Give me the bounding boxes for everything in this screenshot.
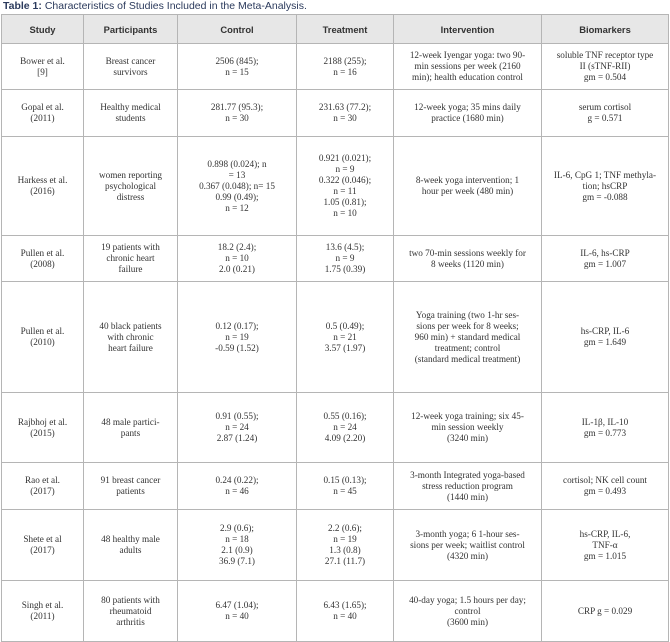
cell-control: 0.12 (0.17); n = 19 -0.59 (1.52) xyxy=(178,282,297,393)
cell-participants: 91 breast cancer patients xyxy=(84,463,178,510)
cell-biomarkers: hs-CRP, IL-6, TNF-α gm = 1.015 xyxy=(542,510,669,581)
cell-intervention: 12-week yoga; 35 mins daily practice (1680 min) xyxy=(394,90,542,137)
header-treatment: Treatment xyxy=(297,15,394,44)
cell-intervention: 8-week yoga intervention; 1 hour per week (480 min) xyxy=(394,137,542,236)
cell-study: Gopal et al. (2011) xyxy=(2,90,84,137)
cell-control: 6.47 (1.04); n = 40 xyxy=(178,581,297,642)
cell-control: 0.24 (0.22); n = 46 xyxy=(178,463,297,510)
table-row xyxy=(2,137,669,236)
cell-treatment: 2.2 (0.6); n = 19 1.3 (0.8) 27.1 (11.7) xyxy=(297,510,394,581)
cell-treatment: 0.55 (0.16); n = 24 4.09 (2.20) xyxy=(297,393,394,463)
caption-label: Table 1: xyxy=(3,0,42,12)
table-caption xyxy=(3,0,307,12)
cell-treatment: 0.921 (0.021); n = 9 0.322 (0.046); n = 11 1.05 (0.81); n = 10 xyxy=(297,137,394,236)
cell-study: Pullen et al. (2010) xyxy=(2,282,84,393)
cell-intervention: two 70-min sessions weekly for 8 weeks (1120 min) xyxy=(394,236,542,282)
cell-control: 18.2 (2.4); n = 10 2.0 (0.21) xyxy=(178,236,297,282)
header-participants: Participants xyxy=(84,15,178,44)
cell-participants: 48 male partici- pants xyxy=(84,393,178,463)
header-biomarkers: Biomarkers xyxy=(542,15,669,44)
cell-biomarkers: soluble TNF receptor type II (sTNF-RII) gm = 0.504 xyxy=(542,44,669,90)
cell-control: 281.77 (95.3); n = 30 xyxy=(178,90,297,137)
cell-participants: 48 healthy male adults xyxy=(84,510,178,581)
cell-study: Shete et al (2017) xyxy=(2,510,84,581)
cell-treatment: 13.6 (4.5); n = 9 1.75 (0.39) xyxy=(297,236,394,282)
cell-biomarkers: CRP g = 0.029 xyxy=(542,581,669,642)
cell-study: Pullen et al. (2008) xyxy=(2,236,84,282)
cell-biomarkers: IL-6, CpG 1; TNF methyla- tion; hsCRP gm = -0.088 xyxy=(542,137,669,236)
cell-participants: Healthy medical students xyxy=(84,90,178,137)
cell-treatment: 0.5 (0.49); n = 21 3.57 (1.97) xyxy=(297,282,394,393)
studies-table xyxy=(1,14,669,642)
cell-intervention: 12-week Iyengar yoga: two 90- min sessions per week (2160 min); health education control xyxy=(394,44,542,90)
cell-biomarkers: cortisol; NK cell count gm = 0.493 xyxy=(542,463,669,510)
cell-participants: 19 patients with chronic heart failure xyxy=(84,236,178,282)
cell-biomarkers: IL-1β, IL-10 gm = 0.773 xyxy=(542,393,669,463)
cell-control: 0.91 (0.55); n = 24 2.87 (1.24) xyxy=(178,393,297,463)
cell-study: Singh et al. (2011) xyxy=(2,581,84,642)
cell-control: 2506 (845); n = 15 xyxy=(178,44,297,90)
cell-intervention: 3-month yoga; 6 1-hour ses- sions per week; waitlist control (4320 min) xyxy=(394,510,542,581)
cell-biomarkers: serum cortisol g = 0.571 xyxy=(542,90,669,137)
cell-intervention: 40-day yoga; 1.5 hours per day; control (3600 min) xyxy=(394,581,542,642)
table-row xyxy=(2,581,669,642)
cell-treatment: 0.15 (0.13); n = 45 xyxy=(297,463,394,510)
cell-participants: 80 patients with rheumatoid arthritis xyxy=(84,581,178,642)
table-row xyxy=(2,236,669,282)
header-intervention: Intervention xyxy=(394,15,542,44)
cell-treatment: 6.43 (1.65); n = 40 xyxy=(297,581,394,642)
cell-study: Rao et al. (2017) xyxy=(2,463,84,510)
table-row xyxy=(2,393,669,463)
cell-intervention: 3-month Integrated yoga-based stress reduction program (1440 min) xyxy=(394,463,542,510)
table-row xyxy=(2,282,669,393)
cell-control: 2.9 (0.6); n = 18 2.1 (0.9) 36.9 (7.1) xyxy=(178,510,297,581)
cell-study: Harkess et al. (2016) xyxy=(2,137,84,236)
cell-biomarkers: IL-6, hs-CRP gm = 1.007 xyxy=(542,236,669,282)
cell-treatment: 2188 (255); n = 16 xyxy=(297,44,394,90)
table-row xyxy=(2,463,669,510)
cell-treatment: 231.63 (77.2); n = 30 xyxy=(297,90,394,137)
caption-text: Characteristics of Studies Included in the Meta-Analysis. xyxy=(41,0,307,12)
table-row xyxy=(2,44,669,90)
table-header-row xyxy=(2,15,669,44)
table-row xyxy=(2,510,669,581)
cell-participants: 40 black patients with chronic heart failure xyxy=(84,282,178,393)
table-row xyxy=(2,90,669,137)
cell-control: 0.898 (0.024); n = 13 0.367 (0.048); n= 15 0.99 (0.49); n = 12 xyxy=(178,137,297,236)
cell-participants: Breast cancer survivors xyxy=(84,44,178,90)
header-study: Study xyxy=(2,15,84,44)
cell-study: Rajbhoj et al. (2015) xyxy=(2,393,84,463)
cell-biomarkers: hs-CRP, IL-6 gm = 1.649 xyxy=(542,282,669,393)
header-control: Control xyxy=(178,15,297,44)
cell-intervention: 12-week yoga training; six 45- min session weekly (3240 min) xyxy=(394,393,542,463)
cell-participants: women reporting psychological distress xyxy=(84,137,178,236)
cell-intervention: Yoga training (two 1-hr ses- sions per week for 8 weeks; 960 min) + standard medical treatment; control (standard medical treatment) xyxy=(394,282,542,393)
cell-study: Bower et al. [9] xyxy=(2,44,84,90)
